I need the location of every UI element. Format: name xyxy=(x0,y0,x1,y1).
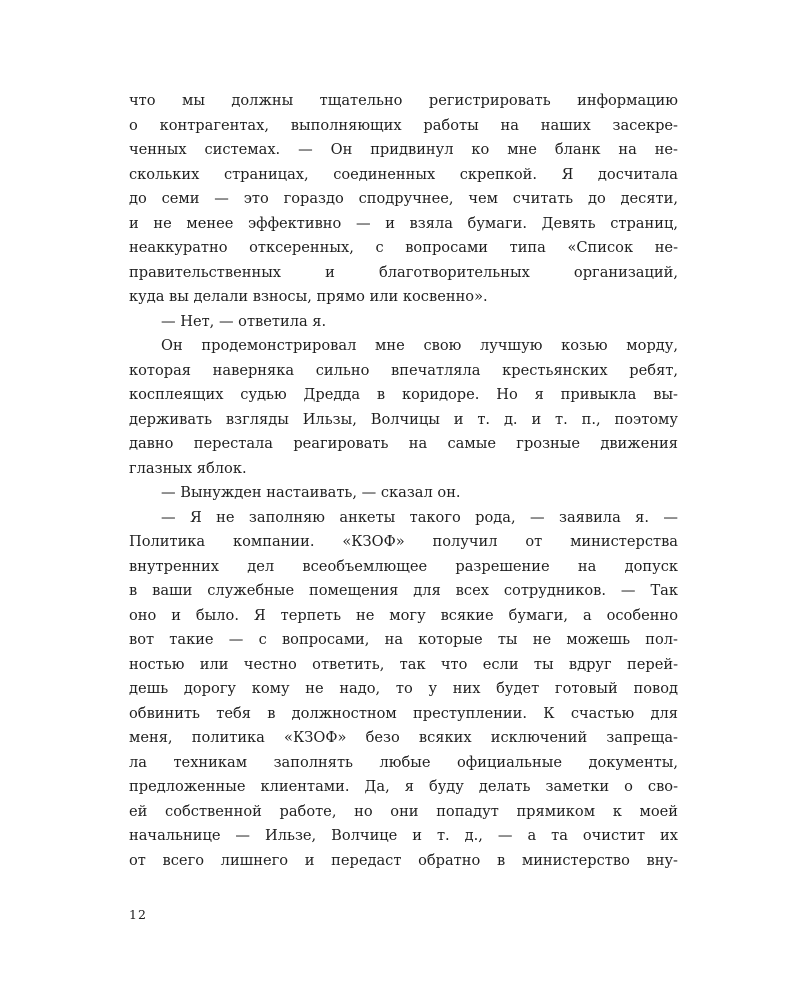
text-line: — Я не заполняю анкеты такого рода, — заявила я. — xyxy=(161,508,678,526)
text-line: о контрагентах, выполняющих работы на наших засекре- xyxy=(129,116,678,134)
text-line: меня, политика «КЗОФ» безо всяких исключений запреща- xyxy=(129,729,678,746)
page-number: 12 xyxy=(129,907,147,922)
text-line: от всего лишнего и передаст обратно в министерство вну- xyxy=(129,851,678,869)
text-line: правительственных и благотворительных организаций, xyxy=(129,263,678,281)
text-line: неаккуратно отксеренных, с вопросами типа «Список не- xyxy=(129,239,678,256)
text-line: ченных системах. — Он придвинул ко мне бланк на не- xyxy=(129,141,678,158)
text-line: и не менее эффективно — и взяла бумаги. Девять страниц, xyxy=(129,214,678,232)
body-text xyxy=(129,89,678,873)
text-line: вот такие — с вопросами, на которые ты не можешь пол- xyxy=(129,631,678,648)
text-line: глазных яблок. xyxy=(129,459,247,477)
text-line: предложенные клиентами. Да, я буду делать заметки о сво- xyxy=(129,778,678,795)
text-line: дешь дорогу кому не надо, то у них будет готовый повод xyxy=(129,680,678,697)
text-line: — Вынужден настаивать, — сказал он. xyxy=(161,484,461,501)
text-line: ла техникам заполнять любые официальные документы, xyxy=(129,753,678,771)
text-line: — Нет, — ответила я. xyxy=(161,312,327,330)
text-line: косплеящих судью Дредда в коридоре. Но я привыкла вы- xyxy=(129,386,678,403)
text-line: Политика компании. «КЗОФ» получил от министерства xyxy=(129,533,678,550)
text-line: куда вы делали взносы, прямо или косвенно». xyxy=(129,288,488,305)
text-line: держивать взгляды Ильзы, Волчицы и т. д. и т. п., поэтому xyxy=(129,410,678,428)
text-line: внутренних дел всеобъемлющее разрешение на допуск xyxy=(129,557,678,575)
text-line: что мы должны тщательно регистрировать информацию xyxy=(129,92,678,109)
text-line: давно перестала реагировать на самые грозные движения xyxy=(129,435,678,452)
text-line: обвинить тебя в должностном преступлении. К счастью для xyxy=(129,704,678,722)
text-line: оно и было. Я терпеть не могу всякие бумаги, а особенно xyxy=(129,606,678,624)
text-line: скольких страницах, соединенных скрепкой. Я досчитала xyxy=(129,165,678,183)
text-line: которая наверняка сильно впечатляла крестьянских ребят, xyxy=(129,361,678,379)
text-line: Он продемонстрировал мне свою лучшую козью морду, xyxy=(161,337,678,354)
text-line: ей собственной работе, но они попадут прямиком к моей xyxy=(129,802,678,820)
text-line: в ваши служебные помещения для всех сотрудников. — Так xyxy=(129,582,678,599)
text-line: ностью или честно ответить, так что если ты вдруг перей- xyxy=(129,655,678,673)
text-line: начальнице — Ильзе, Волчице и т. д., — а та очистит их xyxy=(129,827,678,844)
text-line: до семи — это гораздо сподручнее, чем считать до десяти, xyxy=(129,190,678,207)
